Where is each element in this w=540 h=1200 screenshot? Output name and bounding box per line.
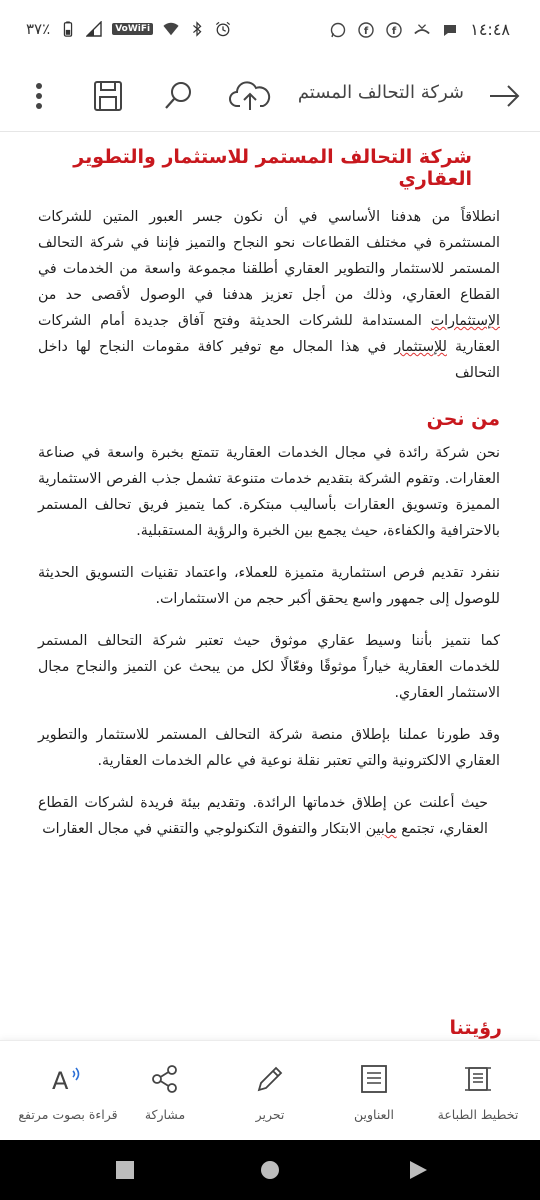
about-paragraph: وقد طورنا عملنا بإطلاق منصة شركة التحالف المستمر للاستثمار والتطوير العقاري الالكترونية والتي تعتبر نقلة نوعية في عالم الخدمات العقارية. bbox=[38, 727, 500, 769]
read-aloud-label: قراءة بصوت مرتفع bbox=[18, 1107, 118, 1122]
recent-apps-icon[interactable] bbox=[115, 1160, 135, 1180]
about-paragraph: كما نتميز بأننا وسيط عقاري موثوق حيث تعتبر شركة التحالف المستمر للخدمات العقارية خياراً موثوقًا وفعّالًا لكل من يبحث عن التميز والنجاح مجال الاستثمار العقاري. bbox=[38, 633, 500, 701]
section-heading-about: من نحن bbox=[426, 408, 500, 430]
spell-flagged-word: مابين bbox=[365, 821, 397, 837]
save-icon[interactable] bbox=[90, 80, 126, 112]
document-heading: شركة التحالف المستمر للاستثمار والتطوير العقاري bbox=[73, 146, 472, 190]
intro-text: انطلاقاً من هدفنا الأساسي في أن نكون جسر العبور المتين للشركات المستثمرة في مختلف القطاعات نحو النجاح والتميز فإننا في شركة التحالف المستمر للاستثمار والتطوير العقاري أطلقنا مجموعة واسعة من الخدمات في القطاع العقاري، وذلك من أجل تعزيز هدفنا في الوصول لأقصى حد من bbox=[38, 209, 500, 303]
read-aloud-button[interactable] bbox=[18, 1063, 118, 1124]
spell-flagged-word: الإستثمارات bbox=[430, 313, 500, 329]
wifi-icon bbox=[163, 21, 179, 37]
headings-button[interactable] bbox=[324, 1063, 424, 1124]
headings-list-icon bbox=[358, 1063, 390, 1095]
status-bar-left bbox=[26, 20, 231, 38]
about-paragraph bbox=[38, 790, 500, 842]
bottom-action-bar bbox=[0, 1040, 540, 1140]
pencil-icon bbox=[254, 1063, 286, 1095]
status-bar-right bbox=[330, 20, 510, 39]
headings-label: العناوين bbox=[354, 1107, 394, 1122]
spell-flagged-word: للإستثمار bbox=[394, 339, 447, 355]
alarm-icon bbox=[215, 21, 231, 37]
facebook-icon bbox=[358, 22, 374, 38]
read-aloud-icon bbox=[48, 1063, 88, 1095]
vowifi-badge: VoWiFi bbox=[112, 23, 153, 35]
about-paragraph: ننفرد تقديم فرص استثمارية متميزة للعملاء، واعتماد تقنيات التسويق الحديثة للوصول إلى جمهور واسع يحقق أكبر حجم من الاستثمارات. bbox=[38, 565, 500, 607]
missed-call-icon bbox=[414, 22, 430, 38]
app-toolbar bbox=[0, 60, 540, 132]
svg-text:A: A bbox=[52, 1067, 69, 1095]
intro-text: في هذا المجال مع توفير كافة مقومات النجاح لها داخل التحالف bbox=[38, 339, 500, 381]
edit-label: تحرير bbox=[255, 1107, 285, 1122]
signal-icon bbox=[86, 21, 102, 37]
svg-text:f: f bbox=[392, 25, 397, 37]
battery-percent: ٣٧٪ bbox=[26, 20, 51, 38]
back-arrow-icon[interactable] bbox=[486, 78, 522, 114]
document-view[interactable] bbox=[0, 134, 540, 1040]
battery-icon bbox=[60, 21, 76, 37]
share-button[interactable] bbox=[115, 1063, 215, 1124]
search-icon[interactable] bbox=[158, 78, 198, 114]
svg-text:f: f bbox=[364, 25, 369, 37]
clock-time: ١٤:٤٨ bbox=[470, 20, 510, 39]
bluetooth-icon bbox=[189, 21, 205, 37]
paragraph-text: حيث أعلنت عن إطلاق خدماتها الرائدة. وتقديم بيئة فريدة لشركات القطاع العقاري، تجتمع bbox=[38, 795, 488, 837]
intro-paragraph bbox=[38, 204, 500, 386]
intro-text: المستدامة للشركات الحديثة وفتح آفاق جديدة أمام الشركات العقارية bbox=[38, 313, 500, 355]
system-navigation-bar bbox=[0, 1140, 540, 1200]
chat-icon bbox=[442, 22, 458, 38]
about-paragraph: نحن شركة رائدة في مجال الخدمات العقارية تتمتع بخبرة واسعة في صناعة العقارات. وتقوم الشركة بتقديم خدمات متنوعة تشمل جذب الفرص الاستثمارية المميزة وتسويق العقارات بأساليب مبتكرة. كما يتميز فريق تحالف المستمر بالاحترافية والكفاءة، حيث يجمع بين الخبرة والرؤية المستقبلية. bbox=[38, 445, 500, 539]
share-label: مشاركة bbox=[144, 1107, 186, 1122]
section-heading-vision: رؤيتنا bbox=[449, 1017, 502, 1039]
status-bar bbox=[0, 0, 540, 60]
print-layout-icon bbox=[462, 1063, 494, 1095]
paragraph-text: الابتكار والتفوق التكنولوجي والتقني في مجال العقارات bbox=[42, 821, 366, 837]
share-icon bbox=[149, 1063, 181, 1095]
print-layout-label: تخطيط الطباعة bbox=[437, 1107, 519, 1122]
print-layout-button[interactable] bbox=[428, 1063, 528, 1124]
cloud-upload-icon[interactable] bbox=[228, 78, 272, 114]
document-body bbox=[38, 134, 500, 842]
document-title: شركة التحالف المستم bbox=[297, 82, 464, 103]
back-icon[interactable] bbox=[408, 1160, 428, 1180]
home-icon[interactable] bbox=[260, 1160, 280, 1180]
more-options-icon[interactable] bbox=[24, 80, 54, 112]
facebook-icon bbox=[386, 22, 402, 38]
whatsapp-icon bbox=[330, 22, 346, 38]
edit-button[interactable] bbox=[220, 1063, 320, 1124]
